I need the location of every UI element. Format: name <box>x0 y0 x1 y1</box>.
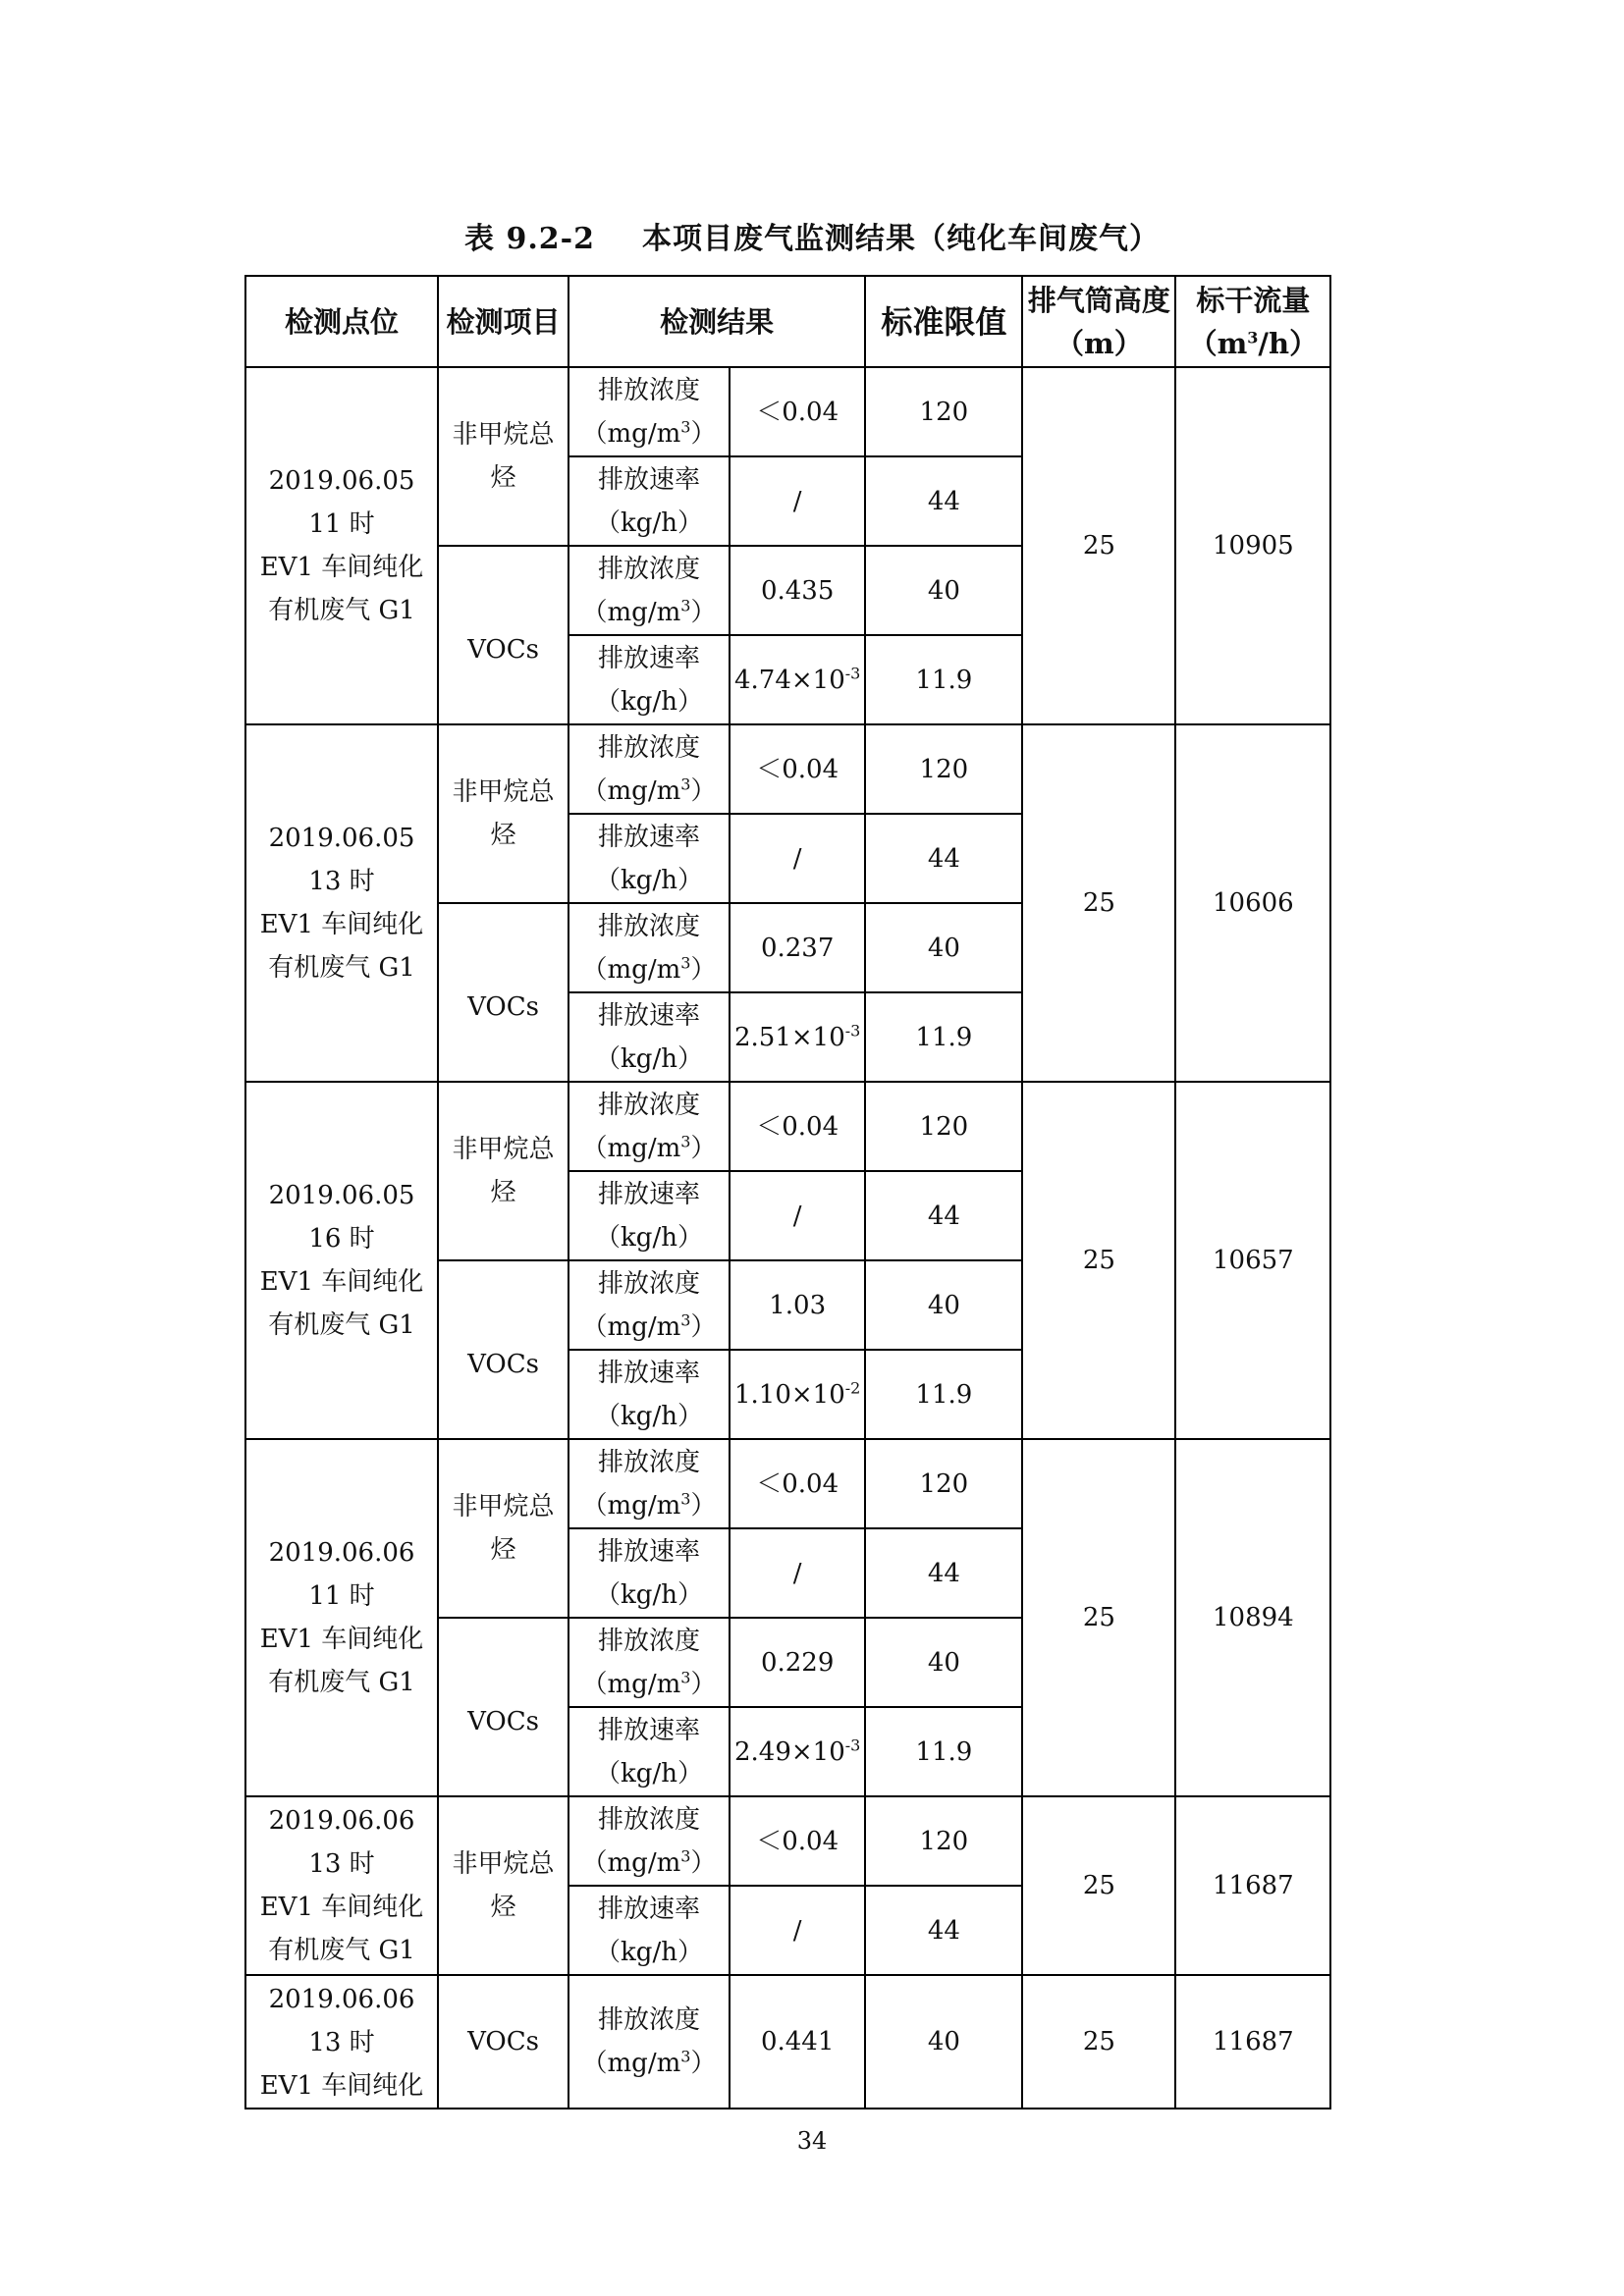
header-stack-height-unit: （m） <box>1056 326 1143 360</box>
table-row <box>245 1796 1330 1886</box>
value-nmhc-conc: ＜0.04 <box>730 367 865 456</box>
metric-rate: 排放速率 （kg/h） <box>568 1171 730 1260</box>
std-nmhc-conc: 120 <box>865 1439 1022 1528</box>
item-nmhc: 非甲烷总烃 <box>438 1082 568 1260</box>
flow-cell: 11687 <box>1175 1975 1330 2109</box>
flow-cell: 10657 <box>1175 1082 1330 1439</box>
metric-rate: 排放速率 （kg/h） <box>568 1707 730 1796</box>
stack-height-cell: 25 <box>1022 1975 1175 2109</box>
stack-height-cell: 25 <box>1022 724 1175 1082</box>
std-nmhc-rate: 44 <box>865 1886 1022 1975</box>
stack-height-cell: 25 <box>1022 367 1175 724</box>
metric-rate: 排放速率 （kg/h） <box>568 1886 730 1975</box>
table-row <box>245 1975 1330 2109</box>
value-nmhc-conc: ＜0.04 <box>730 1796 865 1886</box>
value-voc-conc: 1.03 <box>730 1260 865 1350</box>
results-table <box>244 275 1331 2109</box>
std-nmhc-conc: 120 <box>865 724 1022 814</box>
value-nmhc-conc: ＜0.04 <box>730 1439 865 1528</box>
table-row <box>245 724 1330 814</box>
header-row <box>245 276 1330 367</box>
flow-cell: 11687 <box>1175 1796 1330 1975</box>
table-number: 表 9.2-2 <box>464 222 595 256</box>
value-voc-conc: 0.435 <box>730 546 865 635</box>
metric-conc: 排放浓度 $(mg/m^3)$ <box>568 1618 730 1707</box>
metric-conc: 排放浓度 $(mg/m^3)$ <box>568 903 730 992</box>
location-cell: 2019.06.05 11 时 EV1 车间纯化 有机废气 G1 <box>245 367 438 724</box>
metric-conc: 排放浓度 $(mg/m^3)$ <box>568 546 730 635</box>
value-voc-rate: $1.10\times 10^{-2}$ <box>730 1350 865 1439</box>
std-nmhc-rate: 44 <box>865 1171 1022 1260</box>
header-item: 检测项目 <box>438 276 568 367</box>
value-nmhc-rate: / <box>730 456 865 546</box>
std-voc-conc: 40 <box>865 546 1022 635</box>
metric-rate: 排放速率 （kg/h） <box>568 1350 730 1439</box>
value-nmhc-rate: / <box>730 1528 865 1618</box>
std-voc-conc: 40 <box>865 1975 1022 2109</box>
item-nmhc: 非甲烷总烃 <box>438 1796 568 1975</box>
stack-height-cell: 25 <box>1022 1796 1175 1975</box>
header-stack-height-label: 排气筒高度 <box>1027 283 1170 317</box>
page-number: 34 <box>796 2127 828 2155</box>
value-nmhc-conc: ＜0.04 <box>730 1082 865 1171</box>
location-cell: 2019.06.05 13 时 EV1 车间纯化 有机废气 G1 <box>245 724 438 1082</box>
std-nmhc-conc: 120 <box>865 367 1022 456</box>
std-nmhc-rate: 44 <box>865 1528 1022 1618</box>
std-voc-rate: 11.9 <box>865 992 1022 1082</box>
std-nmhc-conc: 120 <box>865 1082 1022 1171</box>
item-vocs: VOCs <box>438 1975 568 2109</box>
std-nmhc-rate: 44 <box>865 456 1022 546</box>
header-standard: 标准限值 <box>865 276 1022 367</box>
metric-rate: 排放速率 （kg/h） <box>568 635 730 724</box>
std-nmhc-conc: 120 <box>865 1796 1022 1886</box>
std-voc-rate: 11.9 <box>865 635 1022 724</box>
stack-height-cell: 25 <box>1022 1082 1175 1439</box>
location-cell: 2019.06.06 11 时 EV1 车间纯化 有机废气 G1 <box>245 1439 438 1796</box>
table-caption <box>0 214 1624 257</box>
item-nmhc: 非甲烷总烃 <box>438 1439 568 1618</box>
value-nmhc-rate: / <box>730 1886 865 1975</box>
metric-conc: 排放浓度 $(mg/m^3)$ <box>568 1260 730 1350</box>
value-nmhc-rate: / <box>730 814 865 903</box>
value-nmhc-conc: ＜0.04 <box>730 724 865 814</box>
value-voc-conc: 0.237 <box>730 903 865 992</box>
header-result: 检测结果 <box>568 276 865 367</box>
value-voc-rate: $4.74\times 10^{-3}$ <box>730 635 865 724</box>
table-row <box>245 1082 1330 1171</box>
value-nmhc-rate: / <box>730 1171 865 1260</box>
flow-cell: 10606 <box>1175 724 1330 1082</box>
value-voc-conc: 0.441 <box>730 1975 865 2109</box>
location-cell: 2019.06.06 13 时 EV1 车间纯化 有机废气 G1 <box>245 1796 438 1975</box>
std-voc-rate: 11.9 <box>865 1707 1022 1796</box>
header-flow <box>1175 276 1330 367</box>
header-stack-height <box>1022 276 1175 367</box>
flow-cell: 10905 <box>1175 367 1330 724</box>
table-row <box>245 367 1330 456</box>
std-nmhc-rate: 44 <box>865 814 1022 903</box>
metric-conc: 排放浓度 $(mg/m^3)$ <box>568 1975 730 2109</box>
std-voc-rate: 11.9 <box>865 1350 1022 1439</box>
item-vocs: VOCs <box>438 903 568 1082</box>
metric-conc: 排放浓度 $(mg/m^3)$ <box>568 367 730 456</box>
header-location: 检测点位 <box>245 276 438 367</box>
metric-rate: 排放速率 （kg/h） <box>568 992 730 1082</box>
item-vocs: VOCs <box>438 1260 568 1439</box>
table-row <box>245 1439 1330 1528</box>
item-nmhc: 非甲烷总烃 <box>438 724 568 903</box>
item-vocs: VOCs <box>438 1618 568 1796</box>
metric-conc: 排放浓度 $(mg/m^3)$ <box>568 1082 730 1171</box>
metric-conc: 排放浓度 $(mg/m^3)$ <box>568 1796 730 1886</box>
metric-conc: 排放浓度 $(mg/m^3)$ <box>568 724 730 814</box>
location-cell: 2019.06.05 16 时 EV1 车间纯化 有机废气 G1 <box>245 1082 438 1439</box>
value-voc-rate: $2.51\times 10^{-3}$ <box>730 992 865 1082</box>
metric-conc: 排放浓度 $(mg/m^3)$ <box>568 1439 730 1528</box>
metric-rate: 排放速率 （kg/h） <box>568 456 730 546</box>
item-nmhc: 非甲烷总烃 <box>438 367 568 546</box>
std-voc-conc: 40 <box>865 903 1022 992</box>
table-title: 本项目废气监测结果（纯化车间废气） <box>641 222 1160 256</box>
item-vocs: VOCs <box>438 546 568 724</box>
std-voc-conc: 40 <box>865 1618 1022 1707</box>
metric-rate: 排放速率 （kg/h） <box>568 1528 730 1618</box>
metric-rate: 排放速率 （kg/h） <box>568 814 730 903</box>
std-voc-conc: 40 <box>865 1260 1022 1350</box>
location-cell: 2019.06.06 13 时 EV1 车间纯化 <box>245 1975 438 2109</box>
value-voc-conc: 0.229 <box>730 1618 865 1707</box>
header-flow-unit: $(m^3/h)$ <box>1188 326 1319 360</box>
stack-height-cell: 25 <box>1022 1439 1175 1796</box>
value-voc-rate: $2.49\times 10^{-3}$ <box>730 1707 865 1796</box>
header-flow-label: 标干流量 <box>1196 283 1311 317</box>
flow-cell: 10894 <box>1175 1439 1330 1796</box>
